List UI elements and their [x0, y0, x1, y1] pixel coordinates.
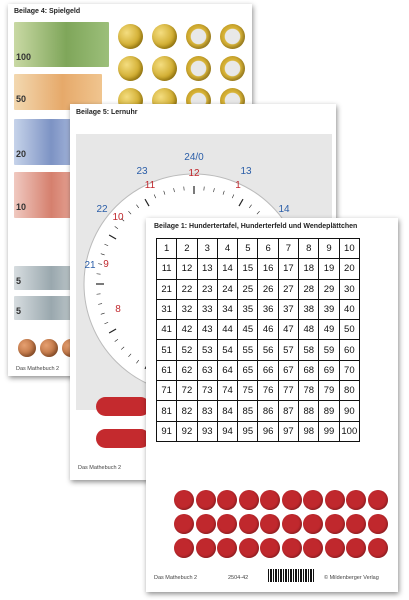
counter-chip — [325, 490, 345, 510]
counter-chip — [346, 514, 366, 534]
barcode — [268, 569, 314, 582]
hundred-chart-cell: 71 — [157, 381, 177, 401]
sheet-lernuhr-footer: Das Mathebuch 2 — [78, 465, 122, 471]
footer-right: © Mildenberger Verlag — [324, 575, 379, 581]
hundred-chart-cell: 59 — [319, 340, 339, 360]
counter-chip — [368, 538, 388, 558]
hundred-chart-cell: 1 — [157, 239, 177, 259]
counter-chip — [217, 514, 237, 534]
banknote-100-label: 100 — [16, 52, 32, 62]
hundred-chart-cell: 84 — [217, 401, 237, 421]
sheet-hundertertafel-title: Beilage 1: Hundertertafel, Hunderterfeld und Wendeplättchen — [154, 223, 358, 230]
hundred-chart-cell: 80 — [339, 381, 359, 401]
hundred-chart-row — [157, 401, 360, 421]
counter-chip — [325, 514, 345, 534]
hundred-chart-cell: 18 — [299, 259, 319, 279]
hundred-chart-cell: 9 — [319, 239, 339, 259]
hundred-chart-cell: 39 — [319, 299, 339, 319]
counter-chip — [174, 538, 194, 558]
counter-chip — [303, 538, 323, 558]
counter-chip — [282, 538, 302, 558]
hundred-chart-cell: 54 — [217, 340, 237, 360]
hundred-chart-row — [157, 320, 360, 340]
hundred-chart-cell: 66 — [258, 360, 278, 380]
hundred-chart-cell: 68 — [299, 360, 319, 380]
sheet-spielgeld-title: Beilage 4: Spielgeld — [14, 8, 81, 15]
hundred-chart-cell: 73 — [197, 381, 217, 401]
hundred-chart-cell: 41 — [157, 320, 177, 340]
hundred-chart-cell: 33 — [197, 299, 217, 319]
counter-chip — [217, 538, 237, 558]
hundred-chart-cell: 74 — [217, 381, 237, 401]
hundred-chart-row — [157, 239, 360, 259]
coin-2-euro — [186, 24, 211, 49]
hundred-chart-cell: 50 — [339, 320, 359, 340]
hundred-chart-cell: 91 — [157, 421, 177, 441]
hundred-chart-cell: 28 — [299, 279, 319, 299]
hundred-chart-cell: 8 — [299, 239, 319, 259]
clock-label-22: 22 — [96, 204, 108, 215]
hundred-chart-cell: 78 — [299, 381, 319, 401]
hundred-chart-cell: 96 — [258, 421, 278, 441]
hundred-chart-cell: 63 — [197, 360, 217, 380]
counter-chip — [196, 514, 216, 534]
counter-chip — [368, 514, 388, 534]
hundred-chart-cell: 69 — [319, 360, 339, 380]
hundred-chart-cell: 5 — [238, 239, 258, 259]
hundred-chart-cell: 60 — [339, 340, 359, 360]
counter-chip — [282, 514, 302, 534]
clock-label-13: 13 — [240, 166, 252, 177]
coin-cent — [18, 339, 36, 357]
hundred-chart-cell: 46 — [258, 320, 278, 340]
hundred-chart-row — [157, 299, 360, 319]
footer-code: 2504-42 — [228, 575, 249, 581]
hundred-chart-cell: 35 — [238, 299, 258, 319]
hundred-chart-cell: 24 — [217, 279, 237, 299]
hundred-chart-cell: 6 — [258, 239, 278, 259]
banknote-5a — [14, 266, 76, 290]
hundred-chart-cell: 83 — [197, 401, 217, 421]
hundred-chart-cell: 75 — [238, 381, 258, 401]
hundred-chart-cell: 57 — [278, 340, 298, 360]
hundred-chart-cell: 42 — [177, 320, 197, 340]
counter-chip — [346, 490, 366, 510]
hundred-chart-cell: 23 — [197, 279, 217, 299]
hundred-chart-cell: 90 — [339, 401, 359, 421]
hundred-chart-cell: 20 — [339, 259, 359, 279]
clock-label-14: 14 — [278, 204, 290, 215]
hundred-chart-cell: 97 — [278, 421, 298, 441]
counter-chip — [217, 490, 237, 510]
hundred-chart-cell: 56 — [258, 340, 278, 360]
hundred-chart-cell: 13 — [197, 259, 217, 279]
hundred-chart-cell: 81 — [157, 401, 177, 421]
hundred-chart-cell: 58 — [299, 340, 319, 360]
hundred-chart-cell: 30 — [339, 279, 359, 299]
hundred-chart-cell: 43 — [197, 320, 217, 340]
hundred-chart-cell: 99 — [319, 421, 339, 441]
counter-chip — [196, 538, 216, 558]
hundred-chart-cell: 16 — [258, 259, 278, 279]
coin-50-cent — [118, 56, 143, 81]
hundred-chart-cell: 87 — [278, 401, 298, 421]
hundred-chart-row — [157, 279, 360, 299]
hundred-chart-row — [157, 360, 360, 380]
hundred-chart-cell: 38 — [299, 299, 319, 319]
hundred-chart-cell: 7 — [278, 239, 298, 259]
banknote-5a-label: 5 — [16, 276, 22, 286]
hundred-chart-cell: 64 — [217, 360, 237, 380]
counter-chip — [196, 490, 216, 510]
hundred-chart-cell: 55 — [238, 340, 258, 360]
banknote-50-label: 50 — [16, 94, 27, 104]
hundred-chart-cell: 4 — [217, 239, 237, 259]
hundred-chart-cell: 10 — [339, 239, 359, 259]
clock-label-24: 24/0 — [184, 152, 204, 163]
counter-chip — [239, 538, 259, 558]
hundred-chart-cell: 36 — [258, 299, 278, 319]
footer-left: Das Mathebuch 2 — [154, 575, 198, 581]
banknote-10 — [14, 172, 76, 218]
hundred-chart-cell: 53 — [197, 340, 217, 360]
sheet-hundertertafel — [146, 218, 398, 592]
hundred-chart-cell: 70 — [339, 360, 359, 380]
counter-chip — [174, 490, 194, 510]
hundred-chart-cell: 11 — [157, 259, 177, 279]
hundred-chart-cell: 19 — [319, 259, 339, 279]
coin-1-euro — [186, 56, 211, 81]
clock-label-21: 21 — [84, 260, 96, 271]
hundred-chart-cell: 29 — [319, 279, 339, 299]
coin-1-euro — [220, 56, 245, 81]
hundred-chart-cell: 98 — [299, 421, 319, 441]
counter-chip — [325, 538, 345, 558]
hundred-chart-cell: 67 — [278, 360, 298, 380]
hundred-chart-cell: 89 — [319, 401, 339, 421]
clock-label-11: 11 — [144, 180, 156, 191]
hundred-chart-cell: 14 — [217, 259, 237, 279]
hundred-chart-cell: 37 — [278, 299, 298, 319]
hundred-chart-cell: 72 — [177, 381, 197, 401]
hundred-chart-row — [157, 259, 360, 279]
counter-chip — [239, 514, 259, 534]
hundred-chart-cell: 27 — [278, 279, 298, 299]
hundred-chart-cell: 62 — [177, 360, 197, 380]
counter-chip — [174, 514, 194, 534]
hundred-chart-cell: 31 — [157, 299, 177, 319]
banknote-10-label: 10 — [16, 202, 27, 212]
hundred-chart-cell: 92 — [177, 421, 197, 441]
counter-chip — [260, 490, 280, 510]
counter-chip — [303, 514, 323, 534]
hundred-chart-cell: 48 — [299, 320, 319, 340]
banknote-5b — [14, 296, 76, 320]
hundred-chart-cell: 25 — [238, 279, 258, 299]
hundred-chart-cell: 32 — [177, 299, 197, 319]
counter-chip — [346, 538, 366, 558]
hundred-chart-cell: 94 — [217, 421, 237, 441]
hundred-chart-cell: 34 — [217, 299, 237, 319]
clock-hand-strip — [96, 429, 150, 448]
clock-hand-strip — [96, 397, 150, 416]
hundred-chart-cell: 12 — [177, 259, 197, 279]
coin-20-cent — [118, 24, 143, 49]
counter-chip — [260, 538, 280, 558]
hundred-chart-cell: 21 — [157, 279, 177, 299]
hundred-chart-cell: 44 — [217, 320, 237, 340]
hundred-chart-row — [157, 421, 360, 441]
hundred-chart-cell: 22 — [177, 279, 197, 299]
hundred-chart-cell: 93 — [197, 421, 217, 441]
hundred-chart-cell: 95 — [238, 421, 258, 441]
hundred-chart-cell: 2 — [177, 239, 197, 259]
hundred-chart-cell: 40 — [339, 299, 359, 319]
sheet-spielgeld-footer: Das Mathebuch 2 — [16, 366, 60, 372]
hundred-chart-cell: 86 — [258, 401, 278, 421]
hundred-chart-cell: 52 — [177, 340, 197, 360]
hundred-chart-cell: 76 — [258, 381, 278, 401]
hundred-chart-cell: 51 — [157, 340, 177, 360]
hundred-chart-row — [157, 381, 360, 401]
hundred-chart-cell: 47 — [278, 320, 298, 340]
counter-chip — [282, 490, 302, 510]
banknote-20-label: 20 — [16, 149, 27, 159]
coin-1-euro — [220, 24, 245, 49]
sheet-lernuhr-title: Beilage 5: Lernuhr — [76, 109, 138, 116]
hundred-chart-cell: 49 — [319, 320, 339, 340]
banknote-5b-label: 5 — [16, 306, 22, 316]
hundred-chart-cell: 26 — [258, 279, 278, 299]
counter-chip — [260, 514, 280, 534]
counter-chip — [239, 490, 259, 510]
counter-chip — [303, 490, 323, 510]
hundred-chart-cell: 79 — [319, 381, 339, 401]
hundred-chart-cell: 85 — [238, 401, 258, 421]
clock-label-10: 10 — [112, 212, 124, 223]
counter-chip — [368, 490, 388, 510]
hundred-chart-row — [157, 340, 360, 360]
clock-label-9: 9 — [103, 259, 109, 270]
coin-cent — [40, 339, 58, 357]
hundred-chart-cell: 3 — [197, 239, 217, 259]
clock-label-8: 8 — [115, 304, 121, 315]
hundred-chart-cell: 65 — [238, 360, 258, 380]
hundred-chart-cell: 82 — [177, 401, 197, 421]
hundred-chart-cell: 77 — [278, 381, 298, 401]
clock-label-12: 12 — [188, 168, 200, 179]
hundred-chart-cell: 15 — [238, 259, 258, 279]
coin-20-cent — [152, 56, 177, 81]
hundred-chart-cell: 17 — [278, 259, 298, 279]
hundred-chart-cell: 61 — [157, 360, 177, 380]
clock-label-23: 23 — [136, 166, 148, 177]
hundred-chart-cell: 100 — [339, 421, 359, 441]
hundred-chart-cell: 45 — [238, 320, 258, 340]
hundred-chart-cell: 88 — [299, 401, 319, 421]
clock-label-1: 1 — [235, 180, 241, 191]
hundred-chart — [156, 238, 360, 442]
banknote-100 — [14, 22, 109, 67]
coin-20-cent — [152, 24, 177, 49]
banknote-20 — [14, 119, 76, 165]
